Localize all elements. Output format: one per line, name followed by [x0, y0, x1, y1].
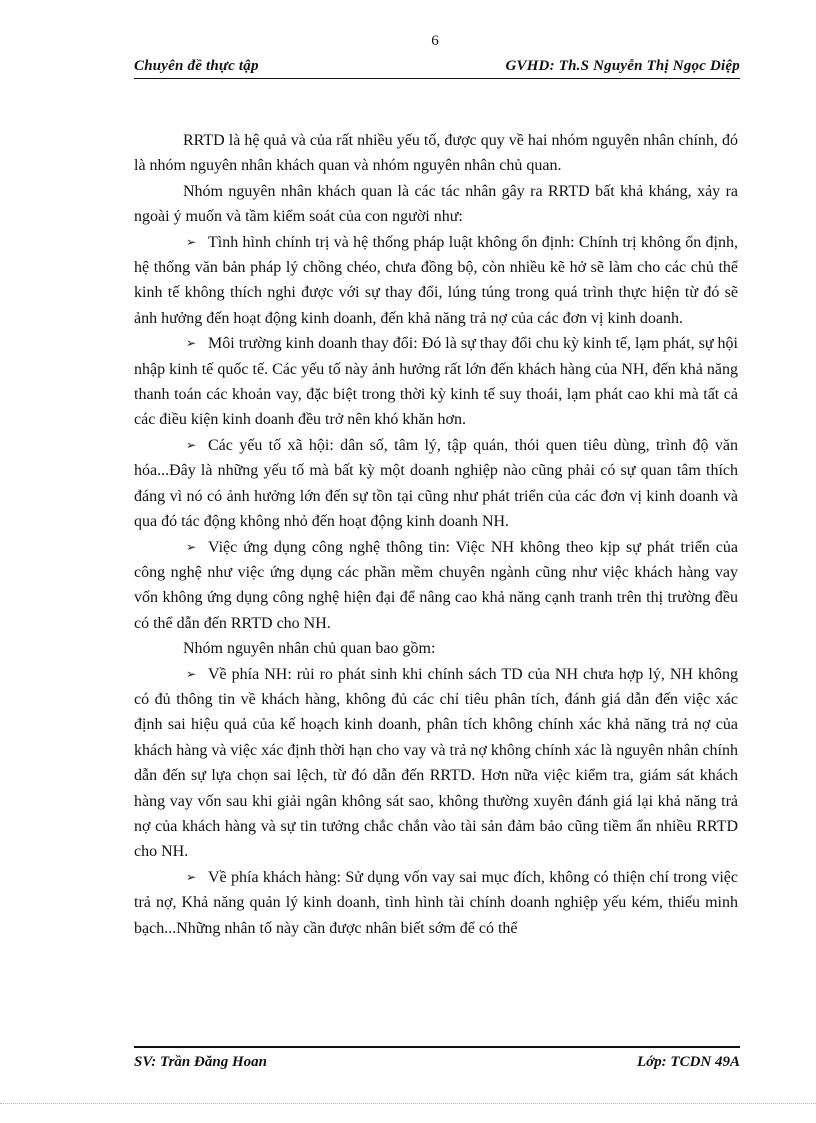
paragraph-subjective-causes: Nhóm nguyên nhân chủ quan bao gồm:: [183, 640, 436, 658]
bullet-politics-law: ➢ Tình hình chính trị và hệ thống pháp luật không ổn định: Chính trị không ổn định, hệ thống văn bản pháp lý chồng chéo, chưa đồng bộ, còn nhiều kẽ hở sẽ làm cho các chủ thể kinh tế không thích nghi được với sự thay đổi, lúng túng trong quá trình thực hiện từ đó sẽ ảnh hưởng đến hoạt động kinh doanh, đến khả năng trả nợ của các đơn vị kinh doanh.: [134, 230, 738, 332]
arrow-bullet-icon: ➢: [186, 539, 197, 554]
bullet-bank-side: ➢ Về phía NH: rủi ro phát sinh khi chính sách TD của NH chưa hợp lý, NH không có đủ thông tin về khách hàng, không đủ các chỉ tiêu phân tích, đánh giá dẫn đến việc xác định sai hiệu quả của kế hoạch kinh doanh, phân tích không chính xác khả năng trả nợ của khách hàng và việc xác định thời hạn cho vay và trả nợ không chính xác là nguyên nhân chính dẫn đến sự lựa chọn sai lệch, từ đó dẫn đến RRTD. Hơn nữa việc kiểm tra, giám sát khách hàng vay vốn sau khi giải ngân không sát sao, không thường xuyên đánh giá lại khả năng trả nợ của khách hàng và sự tin tưởng chắc chắn vào tài sản đảm bảo cũng tiềm ẩn nhiều RRTD cho NH.: [134, 662, 738, 865]
bullet-business-environment: ➢ Môi trường kinh doanh thay đổi: Đó là sự thay đổi chu kỳ kinh tế, lạm phát, sự hội nhập kinh tế quốc tế. Các yếu tố này ảnh hưởng rất lớn đến khách hàng của NH, đến khả năng thanh toán các khoản vay, đặc biệt trong thời kỳ kinh tế suy thoái, lạm phát cao khi mà tất cả các điều kiện kinh doanh đều trở nên khó khăn hơn.: [134, 331, 738, 433]
arrow-bullet-icon: ➢: [186, 869, 197, 884]
page-break-line: [0, 1103, 816, 1104]
bullet-customer-side: ➢ Về phía khách hàng: Sử dụng vốn vay sai mục đích, không có thiện chí trong việc trả nợ, Khả năng quản lý kinh doanh, tình hình tài chính doanh nghiệp yếu kém, thiếu minh bạch...Những nhân tố này cần được nhân biết sớm để có thể: [134, 865, 738, 941]
header-title: Chuyên đề thực tập: [134, 58, 259, 74]
arrow-bullet-icon: ➢: [186, 437, 197, 452]
paragraph-intro: RRTD là hệ quả và của rất nhiều yếu tố, được quy về hai nhóm nguyên nhân chính, đó là nhóm nguyên nhân khách quan và nhóm nguyên nhân chủ quan.: [134, 132, 738, 175]
page-header: [134, 58, 740, 79]
footer-student: SV: Trần Đăng Hoan: [134, 1054, 267, 1070]
page-number: 6: [431, 33, 439, 49]
footer-class: Lớp: TCDN 49A: [636, 1054, 740, 1070]
page-footer: [134, 1046, 740, 1070]
arrow-bullet-icon: ➢: [186, 234, 197, 249]
arrow-bullet-icon: ➢: [186, 336, 197, 351]
paragraph-objective-causes: Nhóm nguyên nhân khách quan là các tác nhân gây ra RRTD bất khả kháng, xảy ra ngoài ý muốn và tầm kiểm soát của con người như:: [134, 182, 738, 226]
arrow-bullet-icon: ➢: [186, 666, 197, 681]
bullet-social-factors: ➢ Các yếu tố xã hội: dân số, tâm lý, tập quán, thói quen tiêu dùng, trình độ văn hóa...Đây là những yếu tố mà bất kỳ một doanh nghiệp nào cũng phải có sự quan tâm thích đáng vì nó có ảnh hưởng lớn đến sự tồn tại cũng như phát triển của các đơn vị kinh doanh và qua đó tác động không nhỏ đến hoạt động kinh doanh NH.: [134, 433, 738, 535]
body-text: [134, 128, 738, 941]
header-advisor: GVHD: Th.S Nguyễn Thị Ngọc Diệp: [505, 58, 740, 74]
bullet-information-technology: ➢ Việc ứng dụng công nghệ thông tin: Việc NH không theo kịp sự phát triển của công nghệ như việc ứng dụng các phần mềm chuyên ngành cũng như việc khách hàng vay vốn không ứng dụng công nghệ hiện đại để nâng cao khả năng cạnh tranh trên thị trường đều có thể dẫn đến RRTD cho NH.: [134, 535, 738, 637]
